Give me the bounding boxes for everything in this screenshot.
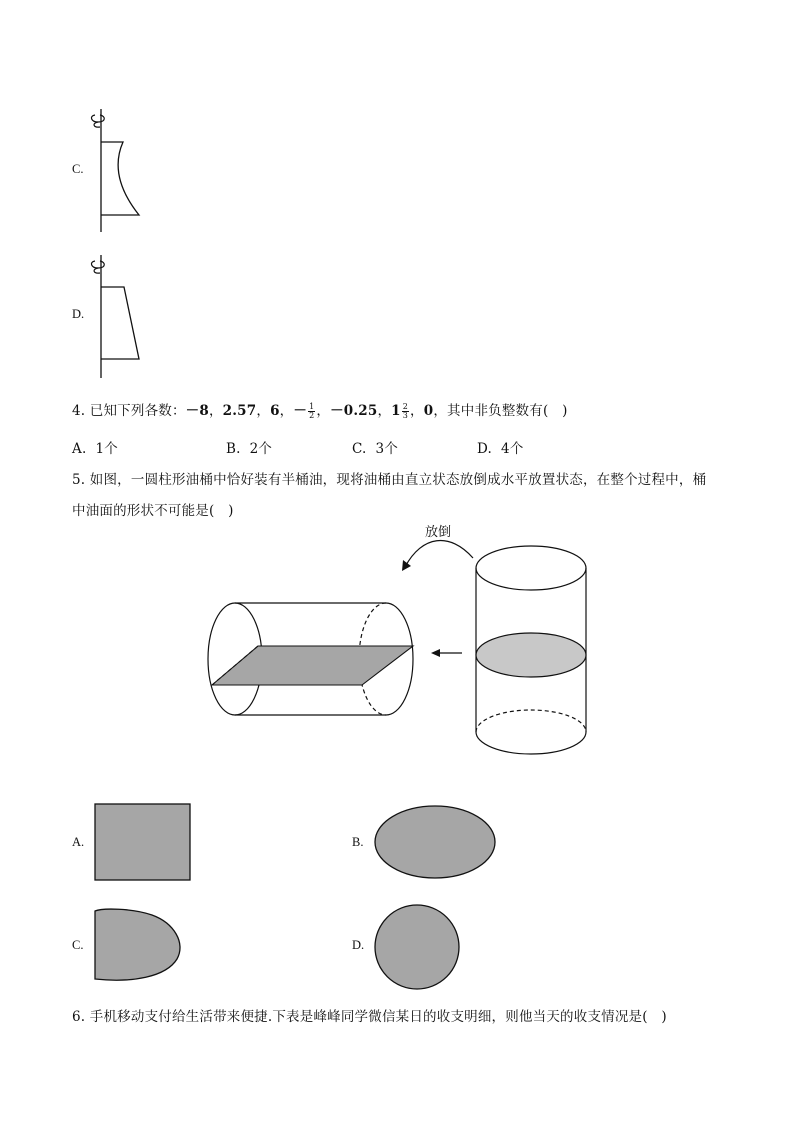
q5-option-c-truncated-ellipse <box>92 907 184 983</box>
curved-arrow <box>405 541 473 567</box>
q3-option-c-label: C. <box>72 162 84 176</box>
q5-option-a-square <box>94 803 192 881</box>
q4-option-b: B. 2个 <box>226 441 273 457</box>
question-6-stem: 6. 手机移动支付给生活带来便捷.下表是峰峰同学微信某日的收支明细，则他当天的收支情况是( ) <box>72 1009 667 1025</box>
q4-num-neg8: －8 <box>185 403 209 419</box>
curved-arrow-head-icon <box>402 560 411 571</box>
question-4-stem: 4. 已知下列各数：－8，2.57，6，－ $\frac{1}{2}$ ，－0.25，1 $\frac{2}{3}$ ，0，其中非负整数有( ) <box>72 402 568 420</box>
q5-option-d-label: D. <box>352 938 365 952</box>
q4-num-257: 2.57 <box>222 403 257 419</box>
lying-oil-surface <box>212 646 413 685</box>
q5-option-b-label: B. <box>352 835 364 849</box>
straight-arrow-head-icon <box>431 649 440 657</box>
rotation-arrow-icon <box>91 115 104 127</box>
q3-option-c-figure <box>86 106 146 234</box>
profile-trapezoid <box>101 287 139 359</box>
q5-option-a-label: A. <box>72 835 85 849</box>
q5-option-c-label: C. <box>72 938 84 952</box>
q4-fraction-two-thirds: $\frac{2}{3}$ <box>402 402 409 420</box>
q4-option-d: D. 4个 <box>477 441 524 457</box>
question-5-line2: 中油面的形状不可能是( ) <box>72 503 234 519</box>
q4-option-a: A. 1个 <box>72 441 118 457</box>
q4-num-zero: 0 <box>423 403 434 419</box>
q5-cylinder-figure <box>200 518 600 763</box>
standing-oil-surface <box>476 633 586 677</box>
q4-mixed-whole: 1 <box>391 403 401 419</box>
question-5-line1: 5. 如图，一圆柱形油桶中恰好装有半桶油，现将油桶由直立状态放倒成水平放置状态，在整个过程中，桶 <box>72 472 707 488</box>
rotation-arrow-icon <box>91 261 104 273</box>
q4-fraction-half: $\frac{1}{2}$ <box>309 402 315 420</box>
q3-option-d-label: D. <box>72 307 85 321</box>
q5-figure-label: 放倒 <box>425 525 452 540</box>
q4-suffix: ，其中非负整数有( ) <box>433 403 568 419</box>
q4-num-neg025: －0.25 <box>330 403 378 419</box>
q4-neg-sign: － <box>293 403 308 419</box>
q5-option-d-circle <box>373 903 463 991</box>
q4-option-c: C. 3个 <box>352 441 399 457</box>
profile-curve <box>101 142 139 215</box>
q4-prefix: 4. 已知下列各数： <box>72 403 186 419</box>
q3-option-d-figure <box>86 252 146 380</box>
q4-num-6: 6 <box>270 403 280 419</box>
q5-option-b-ellipse <box>373 804 499 880</box>
